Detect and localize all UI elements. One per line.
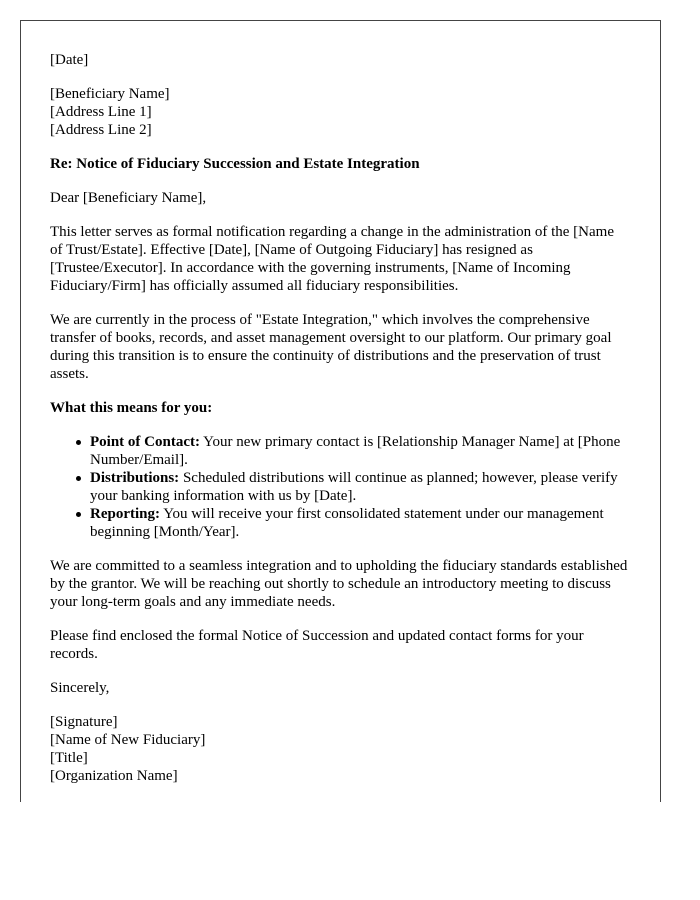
paragraph-enclosures: Please find enclosed the formal Notice of Succession and updated contact forms for your records. bbox=[50, 628, 584, 662]
list-item-reporting bbox=[90, 505, 630, 541]
paragraph-estate-integration: We are currently in the process of "Estate Integration," which involves the comprehensive transfer of books, records, and asset management oversight to our platform. Our primary goal during this transition is to ensure the continuity of distributions and the preservation of trust assets. bbox=[50, 312, 612, 382]
recipient-address-line-2: [Address Line 2] bbox=[50, 122, 152, 138]
list-item-label: Reporting: bbox=[90, 506, 160, 522]
list-item-distributions bbox=[90, 469, 630, 505]
closing: Sincerely, bbox=[50, 680, 110, 696]
recipient-address-block bbox=[50, 85, 630, 139]
signer-organization: [Organization Name] bbox=[50, 768, 178, 784]
letter-date: [Date] bbox=[50, 52, 89, 68]
bullet-icon bbox=[76, 476, 81, 481]
recipient-name: [Beneficiary Name] bbox=[50, 86, 170, 102]
list-item-label: Point of Contact: bbox=[90, 434, 200, 450]
salutation: Dear [Beneficiary Name], bbox=[50, 190, 207, 206]
paragraph-commitment: We are committed to a seamless integration and to upholding the fiduciary standards established by the grantor. We will be reaching out shortly to schedule an introductory meeting to discuss your long-term goals and any immediate needs. bbox=[50, 558, 628, 610]
list-item-text: Scheduled distributions will continue as planned; however, please verify your banking information with us by [Date]. bbox=[90, 470, 618, 504]
paragraph-notification: This letter serves as formal notification regarding a change in the administration of the [Name of Trust/Estate]. Effective [Date], [Name of Outgoing Fiduciary] has resigned as [Trustee/Executor]. In accordance with the governing instruments, [Name of Incoming Fiduciary/Firm] has officially assumed all fiduciary responsibilities. bbox=[50, 224, 614, 294]
signer-name: [Name of New Fiduciary] bbox=[50, 732, 206, 748]
signature-placeholder: [Signature] bbox=[50, 714, 118, 730]
list-item-label: Distributions: bbox=[90, 470, 180, 486]
bullet-icon bbox=[76, 512, 81, 517]
section-heading: What this means for you: bbox=[50, 400, 213, 416]
bullet-icon bbox=[76, 440, 81, 445]
impact-list bbox=[50, 433, 630, 541]
subject-line: Re: Notice of Fiduciary Succession and Estate Integration bbox=[50, 156, 420, 172]
signature-block bbox=[50, 713, 630, 785]
list-item-text: Your new primary contact is [Relationship Manager Name] at [Phone Number/Email]. bbox=[90, 434, 621, 468]
list-item-point-of-contact bbox=[90, 433, 630, 469]
list-item-text: You will receive your first consolidated statement under our management beginning [Month/Year]. bbox=[90, 506, 604, 540]
signer-title: [Title] bbox=[50, 750, 88, 766]
letter-page bbox=[20, 20, 661, 802]
recipient-address-line-1: [Address Line 1] bbox=[50, 104, 152, 120]
letter-body bbox=[50, 51, 630, 801]
